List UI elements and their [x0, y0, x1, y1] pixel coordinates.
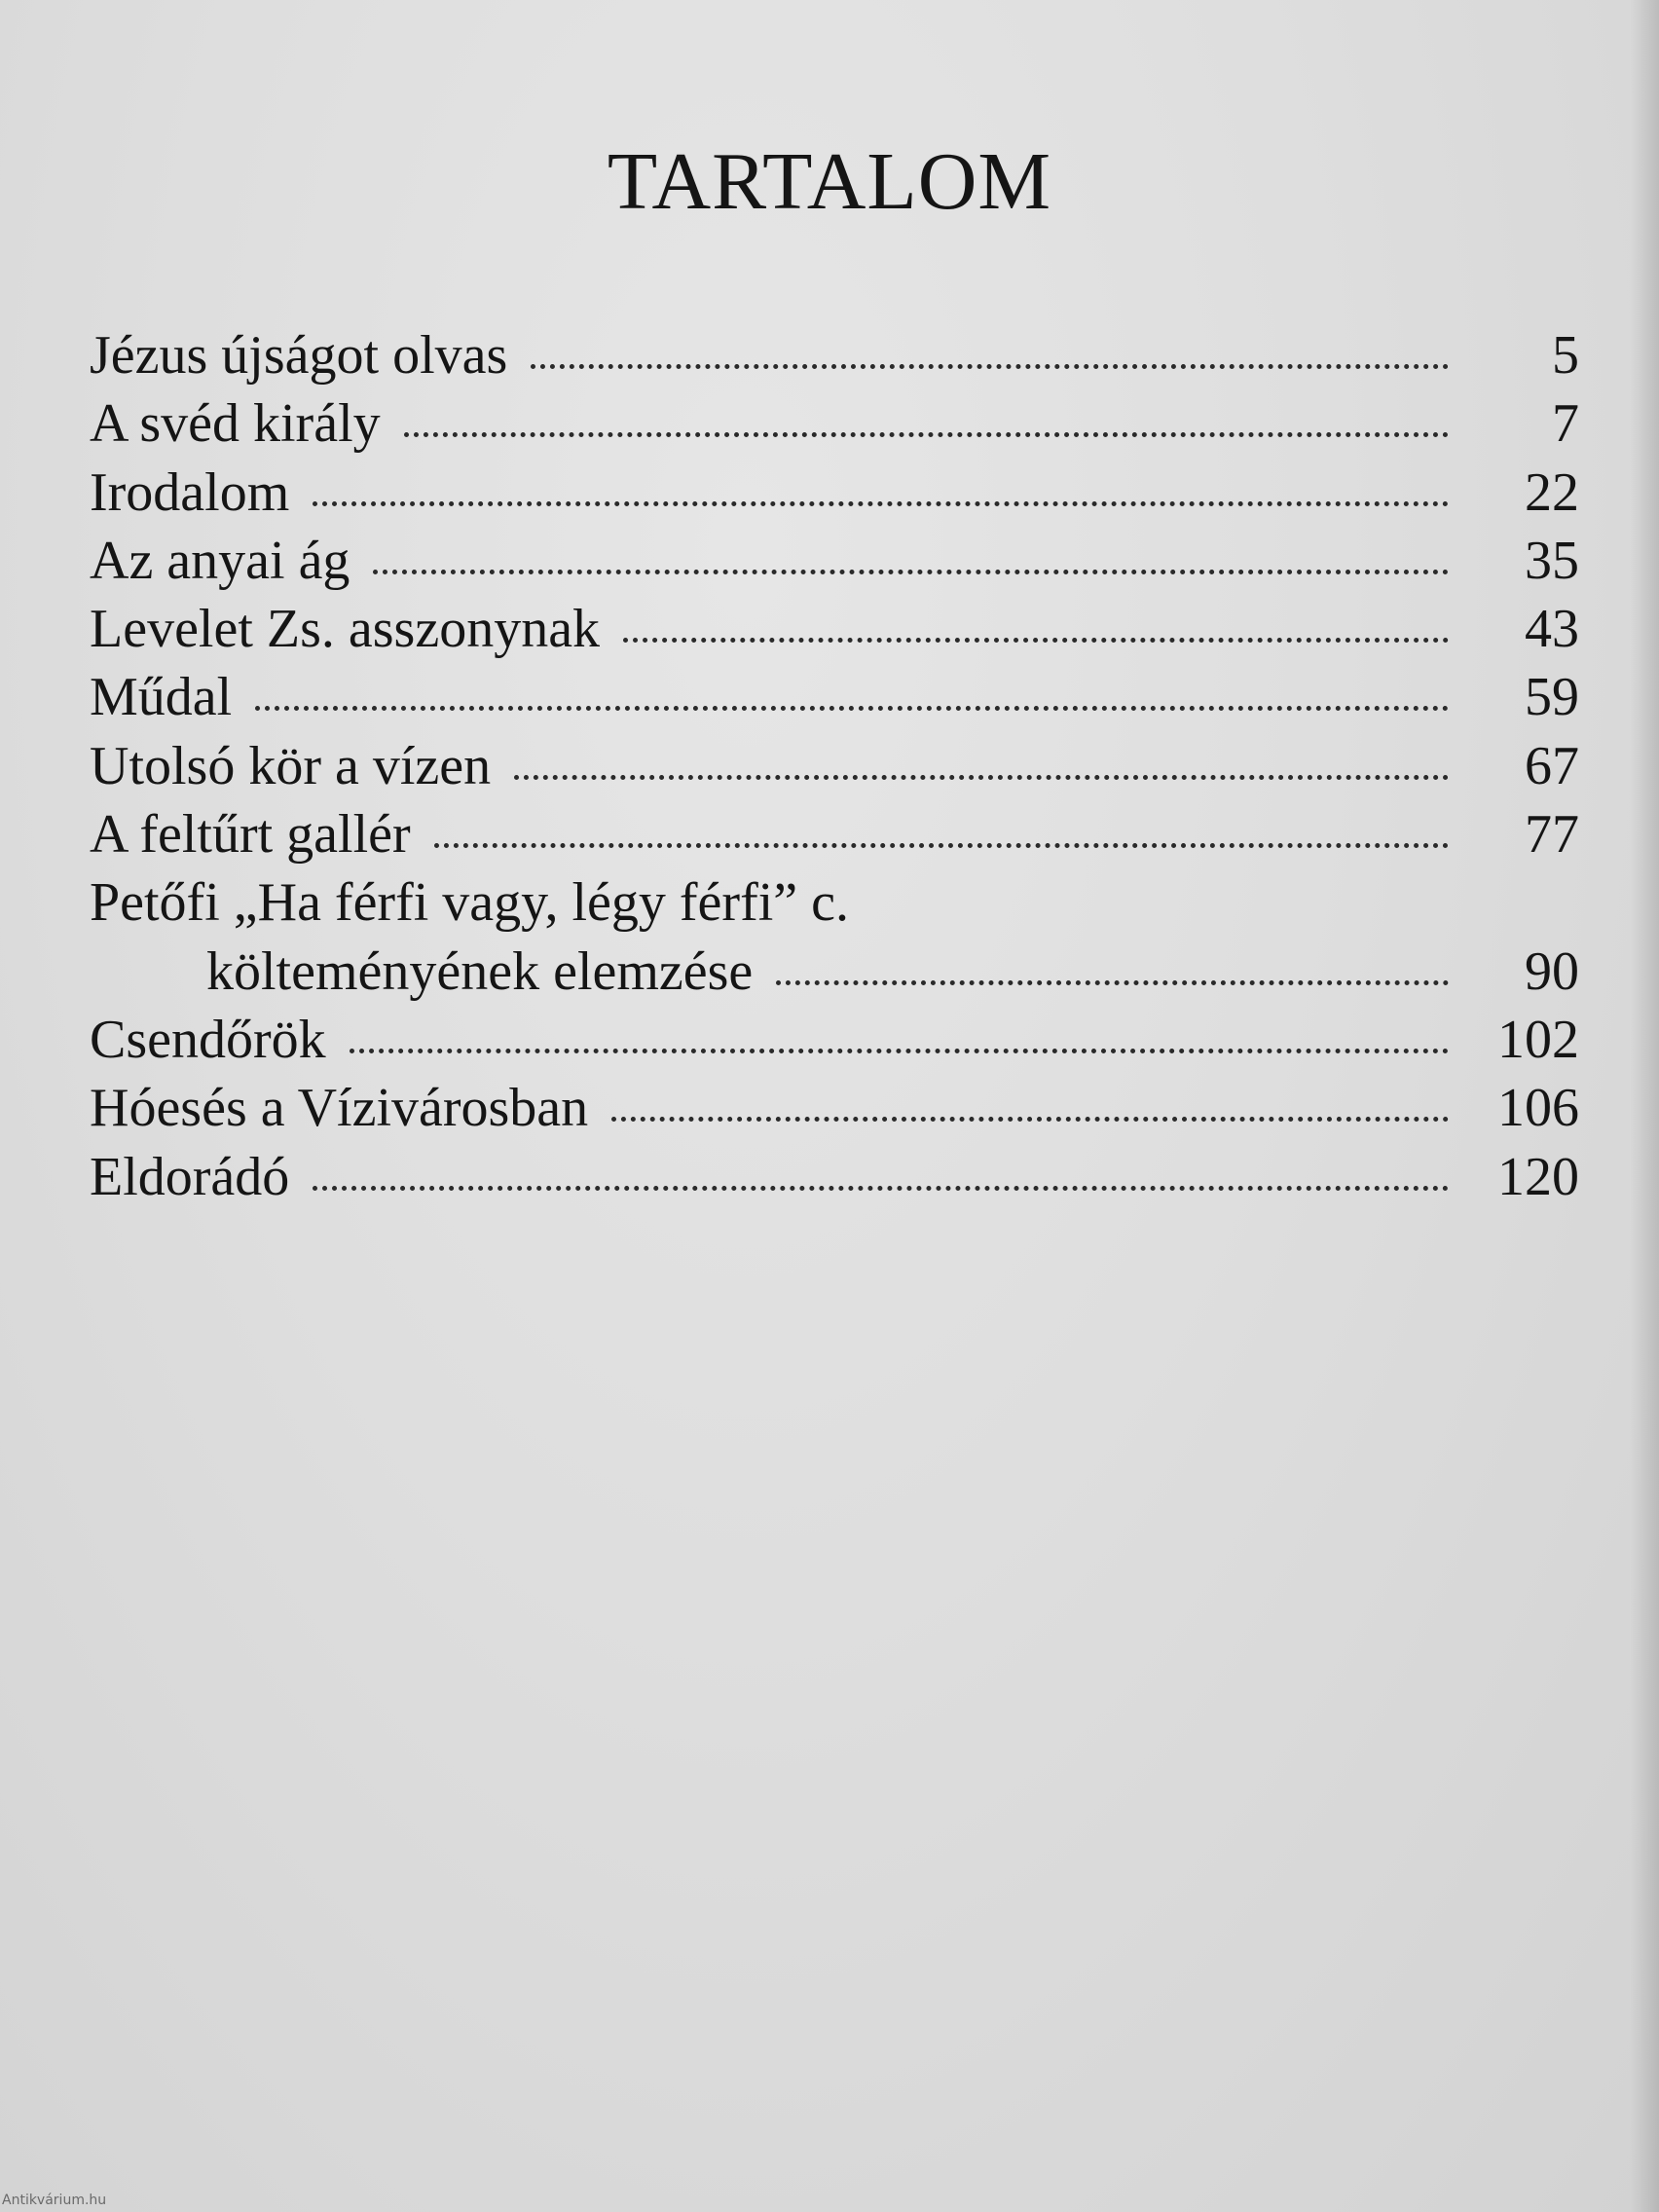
toc-entry-title: költeményének elemzése [206, 940, 754, 1002]
toc-entry-title: A svéd király [90, 393, 381, 455]
toc-entry-page: 102 [1497, 1009, 1579, 1070]
toc-entry-title: Petőfi „Ha férfi vagy, légy férfi” c. [90, 872, 849, 934]
toc-entry [90, 800, 1579, 868]
toc-entry [90, 1006, 1579, 1074]
toc-entry-page: 106 [1497, 1078, 1579, 1139]
toc-entry [90, 732, 1579, 800]
toc-entry-continuation [90, 938, 1579, 1006]
dot-leader [531, 364, 1449, 369]
toc-entry-page: 22 [1525, 461, 1579, 523]
dot-leader [611, 1117, 1449, 1122]
toc-entry [90, 321, 1579, 389]
page-edge-shadow [1630, 0, 1659, 2212]
dot-leader [313, 1186, 1449, 1191]
toc-entry-title: Csendőrök [90, 1009, 326, 1070]
toc-entry-page: 90 [1525, 940, 1579, 1002]
toc-entry-title: Irodalom [90, 461, 290, 523]
toc-entry-page: 59 [1525, 667, 1579, 728]
dot-leader [373, 570, 1449, 574]
toc-entry [90, 1143, 1579, 1211]
toc-entry-page: 120 [1497, 1146, 1579, 1207]
page-title-text: TARTALOM [607, 136, 1052, 227]
toc-entry [90, 663, 1579, 731]
toc-entry-title: Levelet Zs. asszonynak [90, 599, 601, 660]
toc-entry-title: Hóesés a Vízivárosban [90, 1078, 589, 1139]
page-title [0, 134, 1659, 229]
dot-leader [313, 501, 1449, 506]
toc-entry [90, 868, 1579, 937]
toc-entry-page: 43 [1525, 599, 1579, 660]
toc-entry-page: 5 [1552, 325, 1579, 386]
toc-entry [90, 595, 1579, 663]
watermark: Antikvárium.hu [2, 2193, 107, 2208]
dot-leader [434, 843, 1449, 848]
toc-entry-title: Jézus újságot olvas [90, 325, 508, 386]
dot-leader [776, 980, 1449, 985]
dot-leader [514, 775, 1449, 780]
toc-entry-page: 77 [1525, 804, 1579, 866]
toc-entry [90, 459, 1579, 527]
table-of-contents [90, 321, 1579, 1211]
toc-entry [90, 527, 1579, 595]
toc-entry [90, 389, 1579, 458]
toc-entry-page: 35 [1525, 530, 1579, 591]
toc-entry-page: 67 [1525, 735, 1579, 796]
toc-entry [90, 1074, 1579, 1142]
toc-entry-title: A feltűrt gallér [90, 804, 411, 866]
toc-entry-title: Utolsó kör a vízen [90, 735, 492, 796]
toc-entry-title: Az anyai ág [90, 530, 350, 591]
toc-entry-title: Eldorádó [90, 1146, 290, 1207]
dot-leader [404, 432, 1449, 437]
dot-leader [255, 706, 1449, 711]
toc-entry-title: Műdal [90, 667, 233, 728]
dot-leader [350, 1049, 1449, 1053]
toc-entry-page: 7 [1552, 393, 1579, 455]
dot-leader [623, 638, 1449, 643]
